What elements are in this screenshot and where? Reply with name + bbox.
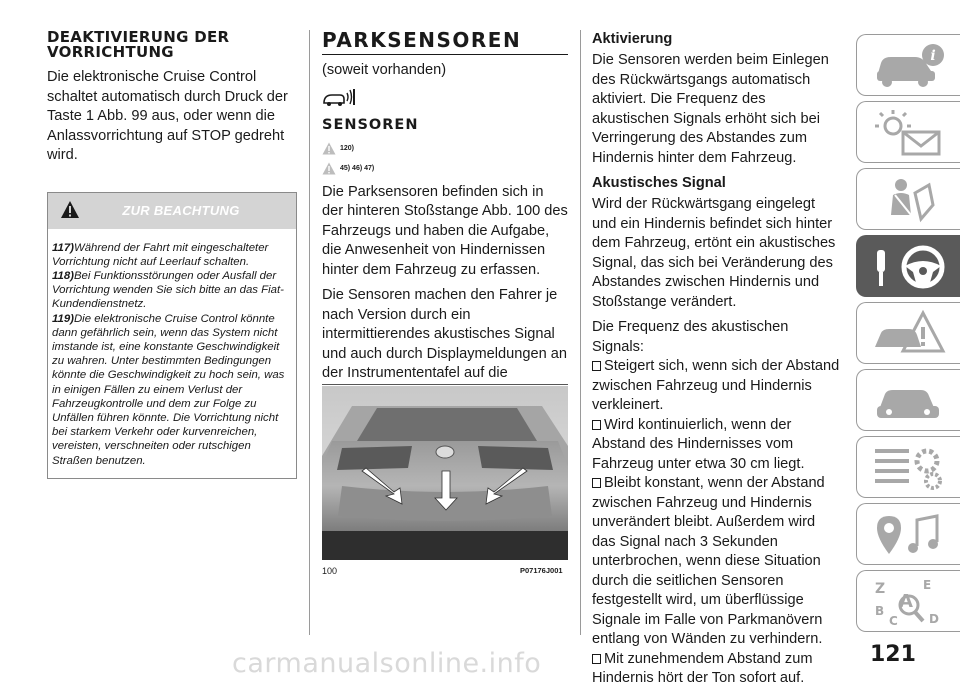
paragraph-sensor-location: Die Parksensoren befinden sich in der hinteren Stoßstange Abb. 100 des Fahrzeugs und haben die Aufgabe, die Anwesenheit von Hindernissen hinter dem Fahrzeug zu erfassen. <box>322 183 568 278</box>
note-number: 118) <box>52 269 74 282</box>
maintenance-car-icon <box>871 376 951 426</box>
heading-rule <box>322 30 568 55</box>
tab-maintenance[interactable] <box>856 369 960 431</box>
section-heading-park-sensors: PARKSENSOREN <box>322 28 522 52</box>
caution-body <box>48 229 296 478</box>
warning-ref-icon <box>322 142 336 155</box>
list-item <box>592 650 840 689</box>
paragraph-activation: Die Sensoren werden beim Einlegen des Rückwärtsgangs automatisch aktiviert. Die Frequenz des akustischen Signals erhöht sich bei Verringerung des Abstandes zum Hindernis hinter dem Fahrzeug. <box>592 52 829 166</box>
caution-reference <box>322 139 568 159</box>
paragraph-frequency: Die Frequenz des akustischen Signals: <box>592 319 789 355</box>
note-text: Die elektronische Cruise Control könnte dann gefährlich sein, wenn das System nicht imstande ist, eine konstante Geschwindigkeit zu wahren. Unter bestimmten Bedingungen könnte die Geschwindigkeit zu hoch sein, was in einigen Fällen zu einem Verlust der Fahrzeugkontrolle und dem zur Folge zu Unfällen führen könnte. Die Vorrichtung nicht bei starkem Verkehr oder kurvenreichen, vereisten, verschneiten oder rutschigen Straßen benutzen. <box>52 312 285 467</box>
ref-numbers: 120) <box>340 145 355 152</box>
steering-wheel-key-icon <box>871 242 951 292</box>
figure-number: 100 <box>322 566 338 576</box>
paragraph-acoustic-signal: Wird der Rückwärtsgang eingelegt und ein Hindernis befindet sich hinter dem Fahrzeug, ertönt ein akustisches Signal, das sich bei Veränderung des Abstandes zwischen Hindernis und Stoßstange verändert. <box>592 196 836 310</box>
list-item-text: Mit zunehmendem Abstand zum Hindernis hört der Ton sofort auf. <box>592 650 813 686</box>
safety-icon <box>871 175 951 225</box>
index-letter: Z <box>875 581 886 597</box>
index-letter: B <box>875 604 885 618</box>
technical-data-icon <box>871 443 951 493</box>
tab-emergency[interactable] <box>856 302 960 364</box>
park-sensor-icon <box>322 87 568 109</box>
caution-header <box>48 193 296 229</box>
caution-note <box>52 241 292 269</box>
column-activation <box>592 30 840 689</box>
car-info-icon <box>871 41 951 91</box>
paragraph-sensor-function: Die Sensoren machen den Fahrer je nach Version durch ein intermittierendes akustisches Signal und auch durch Displaymeldungen an der Instrumententafel auf die <box>322 287 568 381</box>
notice-reference <box>322 159 568 179</box>
heading-activation: Aktivierung <box>592 31 673 47</box>
chapter-tabs <box>852 34 960 637</box>
caution-note <box>52 269 292 312</box>
note-number: 119) <box>52 312 74 325</box>
ref-numbers: 45) 46) 47) <box>340 165 375 172</box>
sub-heading-sensors: SENSOREN <box>322 116 419 133</box>
caution-box <box>47 192 297 479</box>
list-item <box>592 416 840 475</box>
tab-index[interactable] <box>856 570 960 632</box>
watermark: carmanualsonline.info <box>232 648 542 679</box>
tab-technical-data[interactable] <box>856 436 960 498</box>
index-icon <box>871 577 951 627</box>
page-number: 121 <box>870 642 916 667</box>
index-letter: E <box>923 578 932 592</box>
warning-lights-icon <box>871 108 951 158</box>
index-letter: A <box>899 591 913 612</box>
checkbox-bullet-icon <box>592 420 601 430</box>
column-park-sensors <box>322 30 568 409</box>
tab-starting-driving[interactable] <box>856 235 960 297</box>
list-item-text: Wird kontinuierlich, wenn der Abstand des Hindernisses vom Fahrzeug unter etwa 30 cm liegt. <box>592 416 805 472</box>
warning-triangle-icon <box>60 200 80 225</box>
caution-note <box>52 312 292 468</box>
tab-knowing-car[interactable] <box>856 34 960 96</box>
figure-code: P07176J001 <box>520 566 563 575</box>
column-divider <box>580 30 581 635</box>
checkbox-bullet-icon <box>592 654 601 664</box>
list-item-text: Bleibt konstant, wenn der Abstand zwischen Fahrzeug und Hindernis unverändert bleibt. Außerdem wird das Signal nach 3 Sekunden unterbrochen, wenn diese Situation durch die seitlichen Sensoren festgestellt wird, um überflüssige Signale im Falle von Parkmanövern entlang von Wänden zu verhindern. <box>592 475 825 647</box>
column-divider <box>309 30 310 635</box>
tab-warning-lights[interactable] <box>856 101 960 163</box>
notice-ref-icon <box>322 162 336 175</box>
note-number: 117) <box>52 241 74 254</box>
list-item <box>592 357 840 416</box>
multimedia-icon <box>871 510 951 560</box>
list-item <box>592 474 840 650</box>
list-item-text: Steigert sich, wenn sich der Abstand zwischen Fahrzeug und Hindernis verkleinert. <box>592 358 840 413</box>
section-heading-deactivation: DEAKTIVIERUNG DER VORRICHTUNG <box>47 28 230 61</box>
column-deactivation <box>47 30 297 479</box>
tab-safety[interactable] <box>856 168 960 230</box>
emergency-icon <box>871 309 951 359</box>
index-letter: D <box>929 612 939 626</box>
paragraph-deactivation: Die elektronische Cruise Control schaltet automatisch durch Druck der Taste 1 Abb. 99 aus, oder wenn die Anlassvorrichtung auf STOP gedreht wird. <box>47 69 288 163</box>
checkbox-bullet-icon <box>592 478 601 488</box>
rear-bumper-photo <box>322 386 568 560</box>
index-letter: C <box>889 614 898 627</box>
note-text: Bei Funktionsstörungen oder Ausfall der Vorrichtung wenden Sie sich bitte an das Fiat-Kundendienstnetz. <box>52 269 284 311</box>
figure-rule <box>322 384 568 385</box>
subtitle-optional: (soweit vorhanden) <box>322 62 447 78</box>
svg-text:i: i <box>930 48 936 64</box>
checkbox-bullet-icon <box>592 361 601 371</box>
note-text: Während der Fahrt mit eingeschalteter Vorrichtung nicht auf Leerlauf schalten. <box>52 241 269 268</box>
tab-multimedia[interactable] <box>856 503 960 565</box>
caution-title: ZUR BEACHTUNG <box>122 203 240 218</box>
heading-acoustic-signal: Akustisches Signal <box>592 175 726 191</box>
